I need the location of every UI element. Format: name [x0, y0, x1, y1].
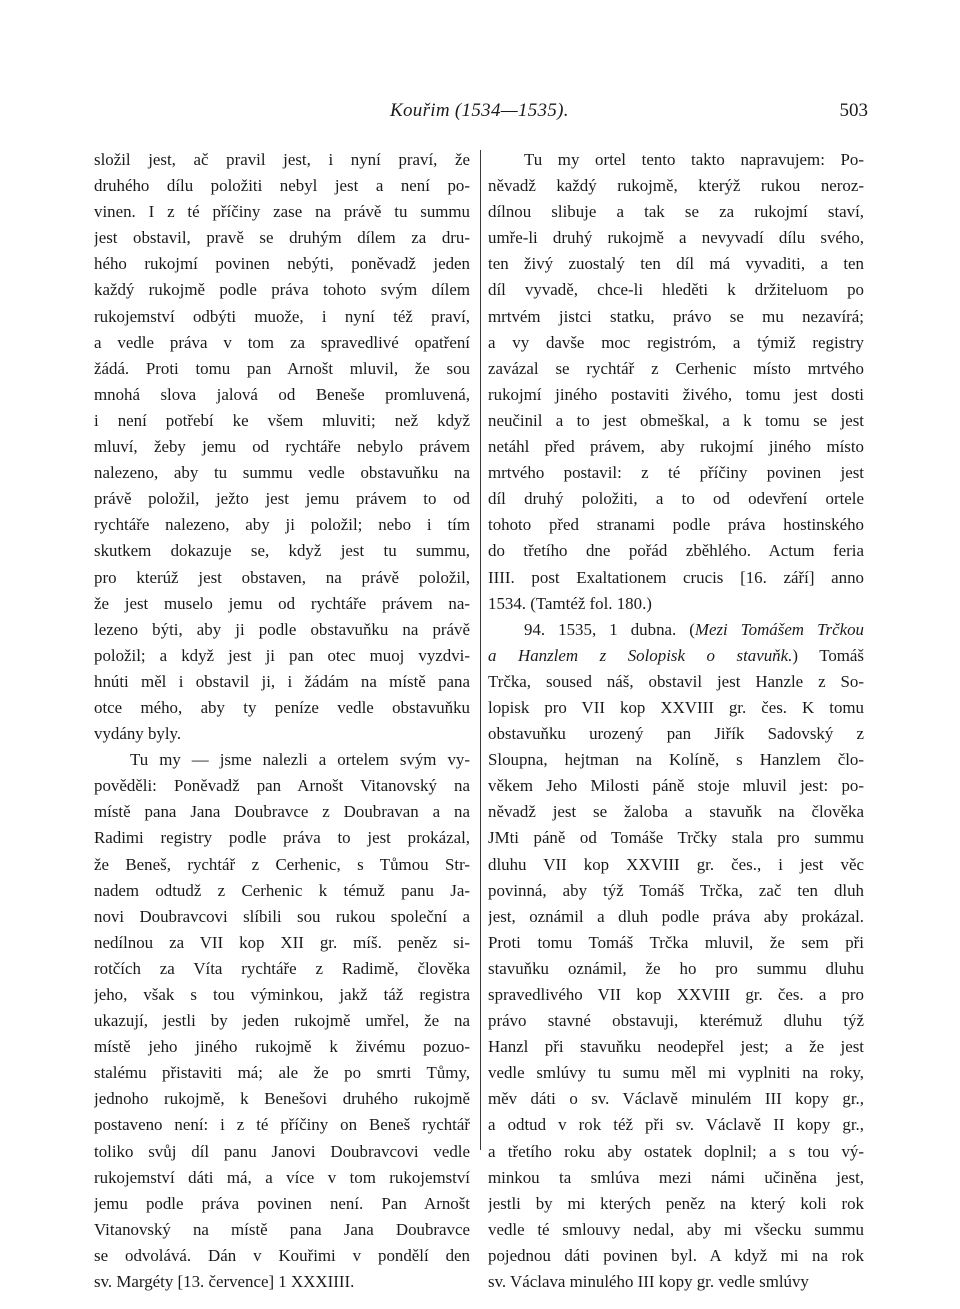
text-line: neučinil a to jest obmeškal, a k tomu se jest — [488, 410, 864, 430]
text-line: že jest muselo jemu od rychtáře právem na- — [94, 593, 470, 613]
text-line: umře-li druhý rukojmě a nevyvadí dílu svého, — [488, 228, 864, 248]
text-line: mluví, žeby jemu od rychtáře nebylo právem — [94, 437, 470, 457]
text-line: stalému přistaviti má; ale že po smrti Tůmy, — [94, 1063, 470, 1083]
text-line: pro kterúž jest obstaven, na právě položil, — [94, 567, 470, 587]
text-line: vinen. I z té příčiny zase na právě tu summu — [94, 202, 470, 222]
text-line: sv. Václava minulého III kopy gr. vedle smlúvy — [488, 1272, 809, 1292]
text-line: zavázal se rychtář z Cerhenic místo mrtvého — [488, 358, 864, 378]
text-line: právo stavné obstavuji, kterémuž dluhu týž — [488, 1011, 864, 1031]
text-line: sv. Margéty [13. července] 1 XXXIIII. — [94, 1272, 355, 1292]
text-line: Tu my — jsme nalezli a ortelem svým vy- — [130, 750, 470, 770]
text-line: i není potřebí ke všem mluviti; než když — [94, 410, 470, 430]
text-line: vydány byly. — [94, 724, 182, 744]
text-line: nadem odtudž z Cerhenic k témuž panu Ja- — [94, 880, 470, 900]
text-line: Trčka, soused náš, obstavil jest Hanzle z So- — [488, 671, 864, 691]
text-line: hnúti měl i obstavil ji, i žádám na místě pana — [94, 671, 470, 691]
text-line: něvadž jest se žaloba a stavuňk na člověka — [488, 802, 864, 822]
text-line: místě pana Jana Doubravce z Doubravan a na — [94, 802, 470, 822]
text-line: druhého dílu položiti nebyl jest a není po- — [94, 176, 470, 196]
text-line: jest, oznámil a dluh podle práva aby prokázal. — [488, 906, 864, 926]
page-number: 503 — [839, 100, 868, 121]
text-line: se odvolává. Dán v Kouřimi v pondělí den — [94, 1245, 470, 1265]
column-divider — [480, 150, 481, 1150]
text-line: minkou ta smlúva mezi námi učiněna jest, — [488, 1167, 864, 1187]
text-line: toliko svůj díl panu Janovi Doubravcovi vedle — [94, 1141, 470, 1161]
text-line: složil jest, ač pravil jest, i nyní praví, že — [94, 150, 470, 169]
text-line: postaveno není: i z té příčiny on Beneš rychtář — [94, 1115, 470, 1135]
running-title: Kouřim (1534—1535). — [390, 100, 569, 121]
text-line: ukazují, jestli by jeden rukojmě umřel, že na — [94, 1011, 470, 1031]
text-line: 94. 1535, 1 dubna. (Mezi Tomášem Trčkou — [524, 619, 864, 639]
text-line: a vy davše moc registróm, a týmiž registry — [488, 332, 864, 352]
text-line: povinná, aby týž Tomáš Trčka, zač ten dluh — [488, 880, 864, 900]
right-column — [488, 147, 864, 1295]
text-line: Hanzl při stavuňku neodepřel jest; a že jest — [488, 1037, 864, 1057]
text-line: lezeno býti, aby ji podle obstavuňku na právě — [94, 619, 470, 639]
text-line: díl vyvadě, chce-li hleděti k držiteluom po — [488, 280, 864, 300]
text-line: ten živý zuostalý ten díl má vyvaditi, a ten — [488, 254, 864, 274]
left-column — [94, 147, 470, 1295]
text-line: pověděli: Poněvadž pan Arnošt Vitanovský na — [94, 776, 470, 796]
text-line: jednoho rukojmě, k Benešovi druhého rukojmě — [94, 1089, 470, 1109]
text-line: lopisk pro VII kop XXVIII gr. čes. K tomu — [488, 697, 864, 717]
text-line: dluhu VII kop XXVIII gr. čes., i jest věc — [488, 854, 864, 874]
text-line: díl druhý položiti, a to od odevření ortele — [488, 489, 864, 509]
text-line: mrtvém jistci statku, právo se mu nezavírá; — [488, 306, 864, 326]
text-line: rukojemství odbýti muože, i nyní též praví, — [94, 306, 470, 326]
text-line: Radimi registry podle práva to jest prokázal, — [94, 828, 470, 848]
text-line: Sloupna, hejtman na Kolíně, s Hanzlem člo- — [488, 750, 864, 770]
text-line: hého rukojmí povinen nebýti, poněvadž jeden — [94, 254, 470, 274]
text-line: otce mého, aby ty peníze vedle obstavuňku — [94, 697, 470, 717]
text-line: a třetího roku aby ostatek doplnil; a s tou vý- — [488, 1141, 864, 1161]
text-line: jeho, však s tou výminkou, jakž táž registra — [94, 985, 470, 1004]
text-line: novi Doubravcovi slíbili sou rukou společní a — [94, 906, 470, 926]
text-line: měv dáti o sv. Václavě minulém III kopy gr., — [488, 1089, 864, 1109]
text-line: jestli by mi kterých peněz na který koli rok — [488, 1193, 864, 1213]
text-line: dílnou slibuje a tak se za rukojmí staví, — [488, 202, 864, 222]
text-line: a odtud v rok též při sv. Václavě II kopy gr., — [488, 1115, 864, 1135]
text-line: Proti tomu Tomáš Trčka mluvil, že sem při — [488, 932, 864, 952]
text-line: nalezeno, aby tu summu vedle obstavuňku na — [94, 463, 470, 483]
text-line: že Beneš, rychtář z Cerhenic, s Tůmou Str- — [94, 854, 470, 874]
text-line: nedílnou za VII kop XII gr. míš. peněz si- — [94, 932, 470, 952]
text-line: tohoto před stranami podle práva hostinského — [488, 515, 864, 535]
text-line: jest obstavil, pravě se druhým dílem za dru- — [94, 228, 470, 248]
text-line: mnohá slova jalová od Beneše promluvená, — [94, 384, 470, 404]
text-line: spravedlivého VII kop XXVIII gr. čes. a pro — [488, 985, 864, 1004]
text-line: položil; a když jest ji pan otec muoj vyzdvi- — [94, 645, 470, 665]
text-line: Tu my ortel tento takto napravujem: Po- — [524, 150, 864, 169]
text-line: do třetího dne pořád zběhlého. Actum feria — [488, 541, 864, 561]
text-line: Vitanovský na místě pana Jana Doubravce — [94, 1219, 470, 1239]
text-line: mrtvého postavil: z té příčiny povinen jest — [488, 463, 864, 483]
text-line: každý rukojmě podle práva tohoto svým dílem — [94, 280, 470, 300]
text-line: stavuňku oznámil, že ho pro summu dluhu — [488, 958, 864, 978]
text-line: rukojemství dáti má, a více v tom rukojemství — [94, 1167, 470, 1187]
text-line: něvadž každý rukojmě, kterýž rukou neroz- — [488, 176, 864, 196]
text-line: a Hanzlem z Solopisk o stavuňk.) Tomáš — [488, 645, 864, 665]
text-line: 1534. (Tamtéž fol. 180.) — [488, 593, 652, 613]
text-line: obstavuňku urozený pan Jiřík Sadovský z — [488, 724, 864, 744]
text-line: věkem Jeho Milosti páně stoje mluvil jest: po- — [488, 776, 864, 796]
text-line: IIII. post Exaltationem crucis [16. září] anno — [488, 567, 864, 587]
text-line: vedle té smlouvy nedal, aby mi všecku summu — [488, 1219, 864, 1239]
text-line: pojednou dáti povinen byl. A když mi na rok — [488, 1245, 864, 1265]
text-line: JMti páně od Tomáše Trčky stala pro summu — [488, 828, 864, 848]
text-line: a vedle práva v tom za spravedlivé opatření — [94, 332, 470, 352]
text-line: skutkem dokazuje se, když jest tu summu, — [94, 541, 470, 561]
text-line: jemu podle práva povinen není. Pan Arnošt — [94, 1193, 470, 1213]
text-line: rukojmí jiného postaviti živého, tomu jest dosti — [488, 384, 864, 404]
text-line: žádá. Proti tomu pan Arnošt mluvil, že sou — [94, 358, 470, 378]
text-line: netáhl před právem, aby rukojmí jiného místo — [488, 437, 864, 457]
text-line: místě jeho jiného rukojmě k živému pozuo- — [94, 1037, 470, 1057]
text-line: rychtáře nalezeno, aby ji položil; nebo i tím — [94, 515, 470, 535]
text-line: vedle smlúvy tu sumu měl mi vyplniti na roky, — [488, 1063, 864, 1083]
text-line: právě položil, ježto jest jemu právem to od — [94, 489, 470, 509]
text-line: rotčích za Víta rychtáře z Radimě, člověka — [94, 958, 470, 978]
